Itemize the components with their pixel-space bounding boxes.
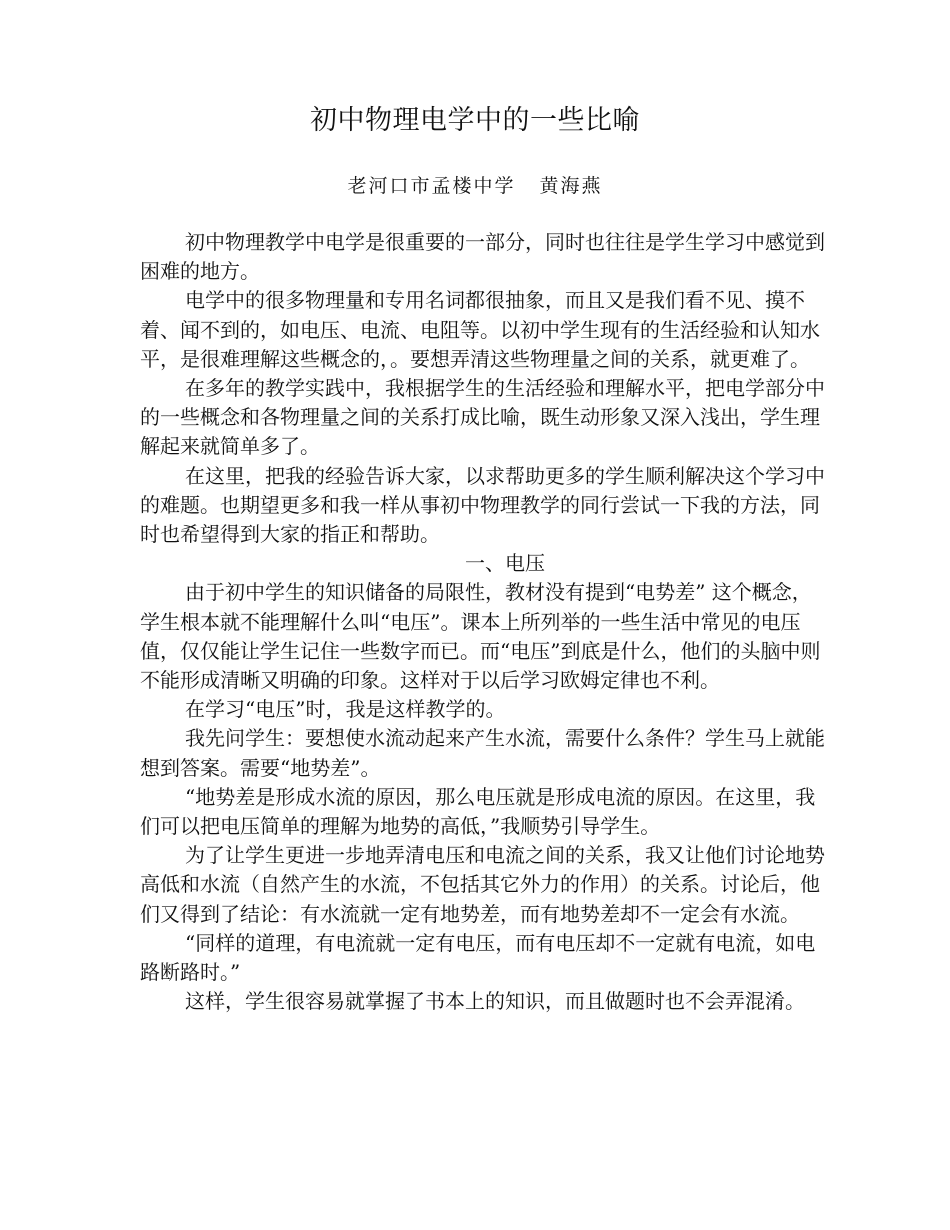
document-title: 初中物理电学中的一些比喻 (310, 105, 640, 136)
section-paragraph-6: “同样的道理，有电流就一定有电压，而有电压却不一定就有电流，如电路断路时。” (140, 930, 816, 985)
author-name: 黄海燕 (539, 175, 603, 197)
section-paragraph-3: 我先问学生：要想使水流动起来产生水流，需要什么条件？学生马上就能想到答案。需要“地势差”。 (140, 726, 825, 780)
section-paragraph-2: 在学习“电压”时，我是这样教学的。 (185, 697, 506, 722)
document-body (140, 228, 830, 1016)
section-paragraph-5: 为了让学生更进一步地弄清电压和电流之间的关系，我又让他们讨论地势高低和水流（自然产生的水流，不包括其它外力的作用）的关系。讨论后，他们又得到了结论：有水流就一定有地势差，而有地势差却不一定会有水流。 (140, 843, 825, 926)
author-school: 老河口市孟楼中学 (347, 175, 516, 197)
intro-paragraph-1: 初中物理教学中电学是很重要的一部分，同时也往往是学生学习中感觉到困难的地方。 (140, 230, 825, 284)
section-heading-voltage: 一、电压 (465, 551, 545, 576)
section-paragraph-1: 由于初中学生的知识储备的局限性，教材没有提到“电势差” 这个概念，学生根本就不能理解什么叫“电压”。课本上所列举的一些生活中常见的电压值，仅仅能让学生记住一些数字而已。而“电压”到底是什么，他们的头脑中则不能形成清晰又明确的印象。这样对于以后学习欧姆定律也不利。 (140, 580, 821, 693)
intro-paragraph-3: 在多年的教学实践中，我根据学生的生活经验和理解水平，把电学部分中的一些概念和各物理量之间的关系打成比喻，既生动形象又深入浅出，学生理解起来就简单多了。 (140, 376, 825, 459)
section-paragraph-7: 这样，学生很容易就掌握了书本上的知识，而且做题时也不会弄混淆。 (185, 989, 805, 1014)
author-line (0, 172, 950, 200)
section-paragraph-4: “地势差是形成水流的原因，那么电压就是形成电流的原因。在这里，我们可以把电压简单的理解为地势的高低，”我顺势引导学生。 (140, 784, 816, 839)
intro-paragraph-2: 电学中的很多物理量和专用名词都很抽象，而且又是我们看不见、摸不着、闻不到的，如电压、电流、电阻等。以初中学生现有的生活经验和认知水平，是很难理解这些概念的，。要想弄清这些物理量之间的关系，就更难了。 (140, 288, 820, 371)
intro-paragraph-4: 在这里，把我的经验告诉大家，以求帮助更多的学生顺利解决这个学习中的难题。也期望更多和我一样从事初中物理教学的同行尝试一下我的方法，同时也希望得到大家的指正和帮助。 (140, 463, 825, 547)
